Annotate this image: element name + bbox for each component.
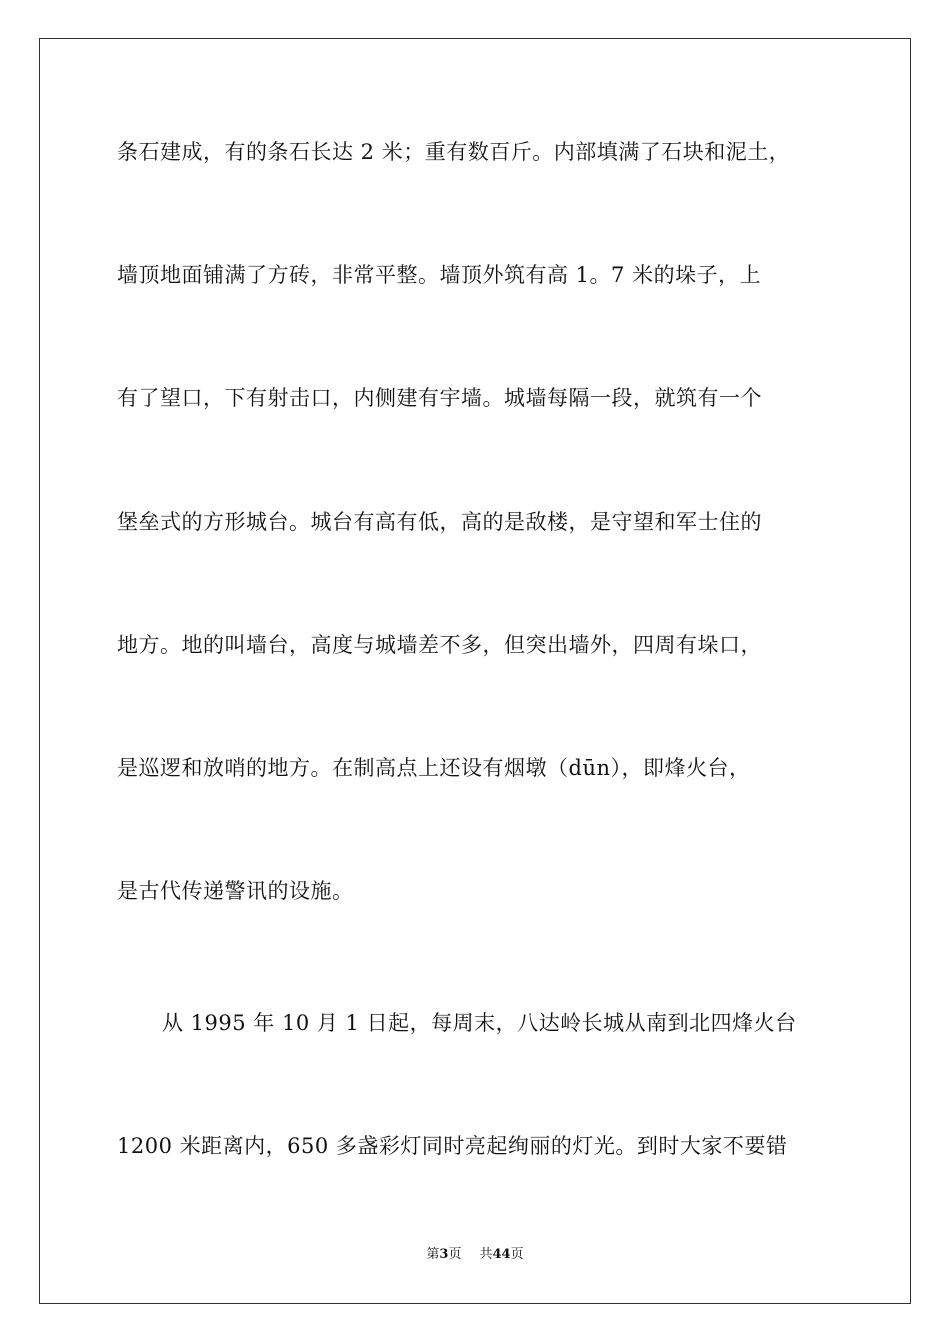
body-text-line: 是古代传递警讯的设施。 <box>117 879 354 903</box>
total-prefix: 共 <box>479 1247 493 1262</box>
body-text-line: 1200 米距离内，650 多盏彩灯同时亮起绚丽的灯光。到时大家不要错 <box>117 1134 788 1158</box>
page-footer <box>0 1246 950 1264</box>
page-border <box>39 38 911 1304</box>
total-suffix: 页 <box>510 1247 524 1262</box>
body-text-line: 堡垒式的方形城台。城台有高有低，高的是敌楼，是守望和军士住的 <box>117 510 762 534</box>
paragraph-first-line: 从 1995 年 10 月 1 日起，每周末，八达岭长城从南到北四烽火台 <box>162 1011 797 1035</box>
page-number: 3 <box>439 1247 449 1262</box>
body-text-line: 有了望口，下有射击口，内侧建有宇墙。城墙每隔一段，就筑有一个 <box>117 386 762 410</box>
body-text-line: 是巡逻和放哨的地方。在制高点上还设有烟墩（dūn），即烽火台， <box>117 756 751 780</box>
total-pages: 44 <box>492 1247 511 1262</box>
body-text-line: 墙顶地面铺满了方砖，非常平整。墙顶外筑有高 1。7 米的垛子，上 <box>117 263 762 287</box>
page-suffix: 页 <box>448 1247 462 1262</box>
page-prefix: 第 <box>426 1247 440 1262</box>
body-text-line: 地方。地的叫墙台，高度与城墙差不多，但突出墙外，四周有垛口， <box>117 633 762 657</box>
body-text-line: 条石建成，有的条石长达 2 米；重有数百斤。内部填满了石块和泥土， <box>117 140 791 164</box>
